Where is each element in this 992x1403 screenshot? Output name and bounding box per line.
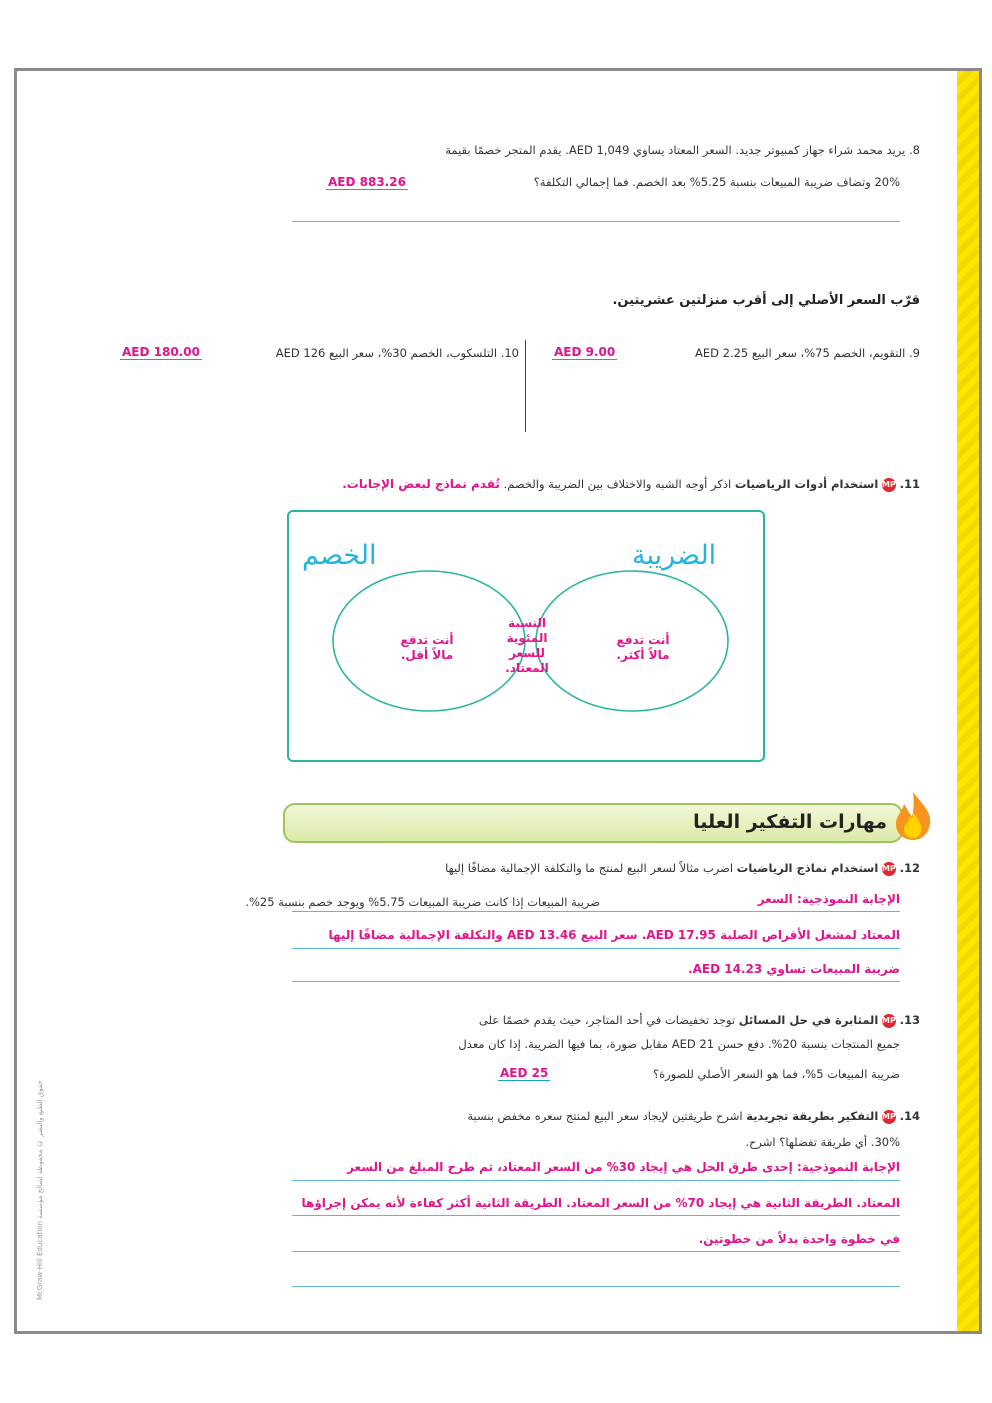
q8-line2: 20% وتضاف ضريبة المبيعات بنسبة 5.25% بعد الخصم. فما إجمالي التكلفة؟	[533, 175, 900, 189]
q13-answer: AED 25	[500, 1066, 549, 1080]
q11-text: اذكر أوجه الشبه والاختلاف بين الضريبة والخصم.	[503, 477, 732, 491]
q13-line2: جميع المنتجات بنسبة 20%. دفع حسن AED 21 مقابل صورة، بما فيها الضريبة. إذا كان معدل	[458, 1037, 900, 1051]
q14-line1: اشرح طريقتين لإيجاد سعر البيع لمنتج سعره مخفض بنسبة	[467, 1109, 743, 1123]
q14-answer-line-1	[292, 1180, 900, 1181]
venn-overlap-text: النسبة المئوية للسعر المعتاد.	[505, 616, 549, 675]
math-practice-badge: MP	[882, 1014, 896, 1028]
q12-answer-1: الإجابة النموذجية: السعر	[757, 892, 900, 906]
q13-number: 13.	[899, 1013, 920, 1027]
q11-note: تُقدم نماذج لبعض الإجابات.	[342, 477, 500, 491]
q12-line2: ضريبة المبيعات إذا كانت ضريبة المبيعات 5.75% ويوجد خصم بنسبة 25%.	[245, 895, 600, 909]
q12-answer-line-2	[292, 948, 900, 949]
math-practice-badge: MP	[882, 478, 896, 492]
q9-text: 9. التقويم، الخصم 75%، سعر البيع AED 2.25	[695, 346, 920, 360]
q12-answer-2: المعتاد لمشغل الأقراص الصلبة AED 17.95. سعر البيع AED 13.46 والتكلفة الإجمالية مضافًا إليها	[328, 928, 900, 942]
q12-answer-line-3	[292, 981, 900, 982]
q12	[280, 860, 920, 876]
venn-tax-text: أنت تدفع مالاً أكثر.	[616, 633, 670, 662]
q14-answer-3: في خطوة واحدة بدلاً من خطوتين.	[698, 1232, 900, 1246]
hots-title: مهارات التفكير العليا	[693, 811, 887, 833]
q8-line1: 8. يريد محمد شراء جهاز كمبيوتر جديد. السعر المعتاد يساوي AED 1,049. يقدم المتجر خصمًا بقيمة	[445, 143, 920, 157]
q12-answer-3: ضريبة المبيعات تساوي AED 14.23.	[688, 962, 900, 976]
q14-answer-line-2	[292, 1215, 900, 1216]
math-practice-badge: MP	[882, 862, 896, 876]
venn-discount-text: أنت تدفع مالاً أقل.	[400, 633, 454, 662]
q13	[300, 1012, 920, 1028]
q14-number: 14.	[899, 1109, 920, 1123]
math-practice-badge: MP	[882, 1110, 896, 1124]
q11-number: 11.	[899, 477, 920, 491]
q14-title: التفكير بطريقة تجريدية	[746, 1109, 879, 1123]
q14-answer-line-4	[292, 1286, 900, 1287]
q13-title: المثابرة في حل المسائل	[738, 1013, 879, 1027]
q13-line3: ضريبة المبيعات 5%، فما هو السعر الأصلي للصورة؟	[652, 1067, 900, 1081]
q8-answer-line	[292, 221, 900, 222]
q9-answer: AED 9.00	[554, 345, 616, 359]
q14-answer-2: المعتاد. الطريقة الثانية هي إيجاد 70% من السعر المعتاد. الطريقة الثانية أكثر كفاءة لأنه يمكن إجراؤها	[301, 1196, 900, 1210]
page-edge-stripe	[957, 71, 979, 1331]
venn-title-tax: الضريبة	[632, 540, 717, 571]
venn-title-discount: الخصم	[302, 540, 377, 571]
q13-line1: توجد تخفيضات في أحد المتاجر، حيث يقدم خصمًا على	[478, 1013, 736, 1027]
q14-answer-line-3	[292, 1251, 900, 1252]
q11	[220, 476, 920, 492]
q10-text: 10. التلسكوب، الخصم 30%، سعر البيع AED 126	[275, 346, 519, 360]
copyright-credit: McGraw-Hill Education حقوق الطبع والنشر © محفوظة لصالح مؤسسة	[36, 1080, 44, 1300]
q14-answer-1: الإجابة النموذجية: إحدى طرق الحل هي إيجاد 30% من السعر المعتاد، ثم طرح المبلغ من السعر	[347, 1160, 900, 1174]
q11-title: استخدام أدوات الرياضيات	[734, 477, 879, 491]
q8-answer: AED 883.26	[328, 175, 406, 189]
q14-line2: 30%. أي طريقة تفضلها؟ اشرح.	[745, 1135, 900, 1149]
q10-answer: AED 180.00	[122, 345, 200, 359]
q12-number: 12.	[899, 861, 920, 875]
q12-answer-line-1	[292, 911, 900, 912]
column-divider	[525, 340, 526, 432]
flame-icon	[892, 790, 934, 842]
section-heading: قرّب السعر الأصلي إلى أقرب منزلتين عشريتين.	[612, 293, 920, 308]
q12-title: استخدام نماذج الرياضيات	[736, 861, 879, 875]
q12-line1: اضرب مثالاً لسعر البيع لمنتج ما والتكلفة الإجمالية مضافًا إليها	[445, 861, 734, 875]
q14	[300, 1108, 920, 1124]
hots-banner	[283, 803, 903, 843]
